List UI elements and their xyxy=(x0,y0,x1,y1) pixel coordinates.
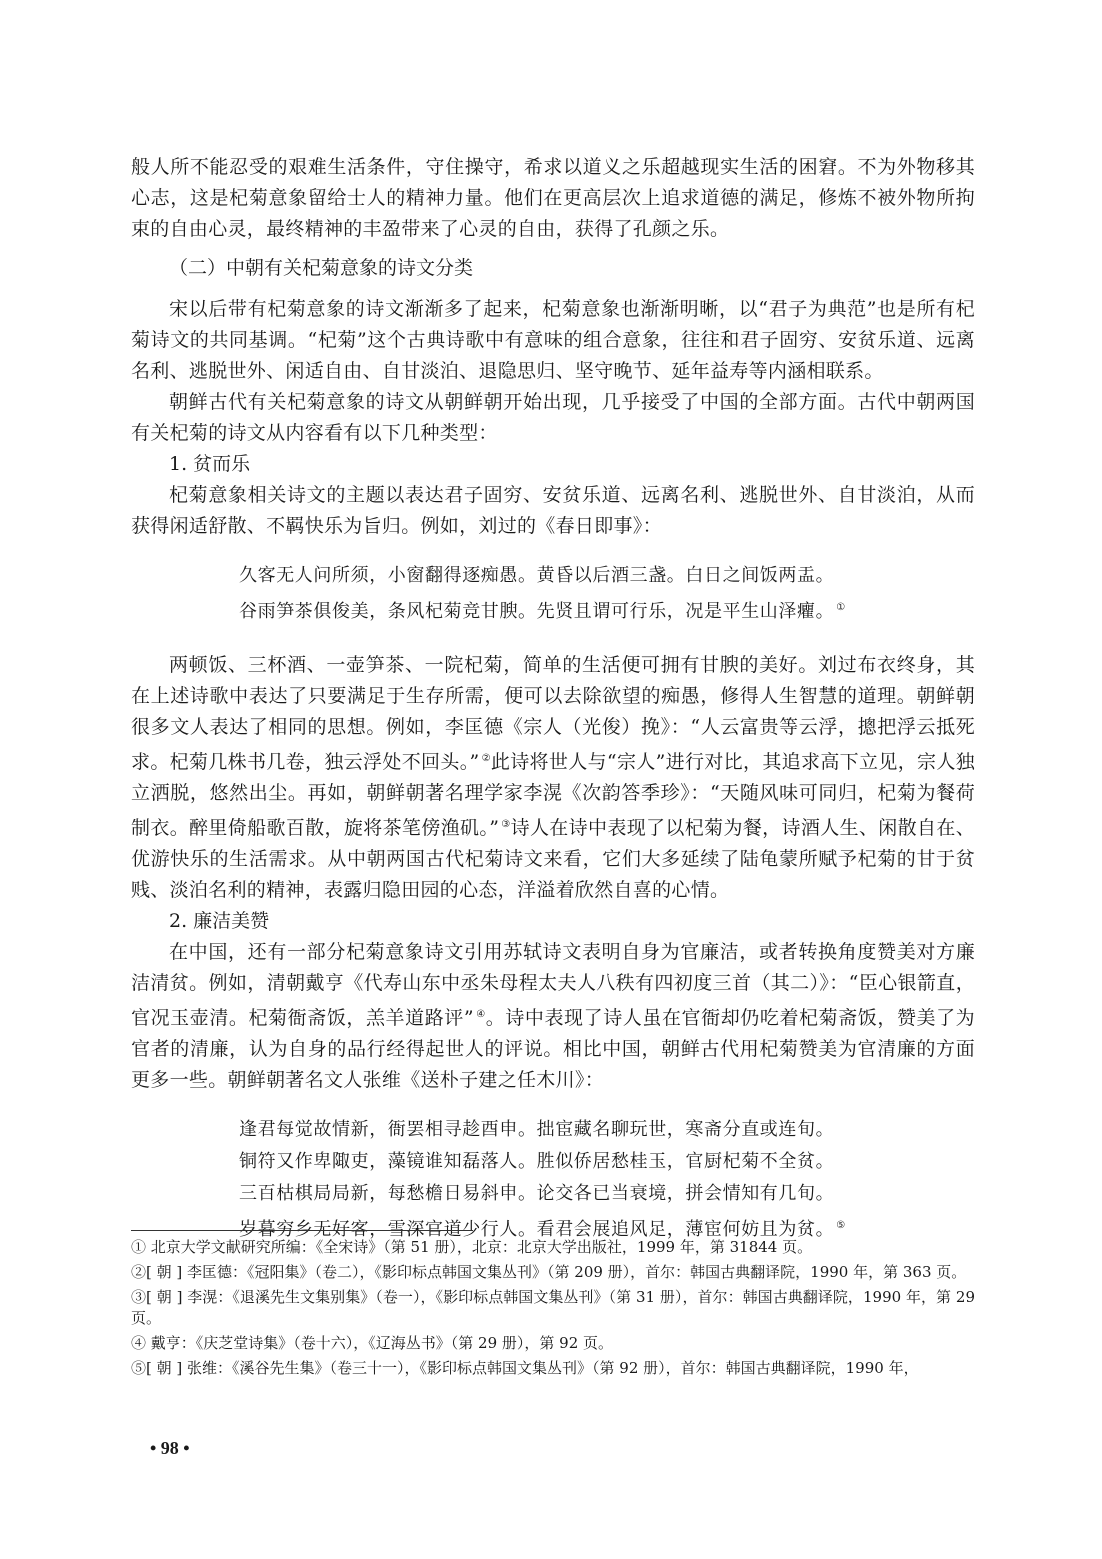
footnote-2: ②[ 朝 ] 李匡德：《冠阳集》（卷二），《影印标点韩国文集丛刊》（第 209 册），首尔：韩国古典翻译院，1990 年，第 363 页。 xyxy=(131,1263,967,1281)
poem-line: 逢君每觉故情新，衙罢相寻趁酉申。拙宦藏名聊玩世，寒斋分直或连旬。 xyxy=(239,1119,835,1140)
paragraph-3: 朝鲜古代有关杞菊意象的诗文从朝鲜朝开始出现，几乎接受了中国的全部方面。古代中朝两国有关杞菊的诗文从内容看有以下几种类型： xyxy=(131,391,975,444)
poem-2 xyxy=(239,1114,975,1246)
footnote-1: ① 北京大学文献研究所编：《全宋诗》（第 51 册），北京：北京大学出版社，1999 年，第 31844 页。 xyxy=(131,1238,813,1256)
paragraph-1: 般人所不能忍受的艰难生活条件，守住操守，希求以道义之乐超越现实生活的困窘。不为外物移其心志，这是杞菊意象留给士人的精神力量。他们在更高层次上追求道德的满足，修炼不被外物所拘束的自由心灵，最终精神的丰盈带来了心灵的自由，获得了孔颜之乐。 xyxy=(131,156,975,240)
footnotes xyxy=(131,1237,975,1383)
poem-1 xyxy=(239,560,975,628)
paragraph-2: 宋以后带有杞菊意象的诗文渐渐多了起来，杞菊意象也渐渐明晰，以“君子为典范”也是所有杞菊诗文的共同基调。“杞菊”这个古典诗歌中有意味的组合意象，往往和君子固穷、安贫乐道、远离名利、逃脱世外、闲适自由、自甘淡泊、退隐思归、坚守晚节、延年益寿等内涵相联系。 xyxy=(131,298,975,382)
footnote-marker: ① xyxy=(836,602,846,613)
page-number: • 98 • xyxy=(150,1438,190,1458)
text-run: 。诗中表现了诗人虽在官衙却仍吃着杞菊斋饭，赞美了为官者的清廉，认为自身的品行经得起世人的评说。相比中国，朝鲜古代用杞菊赞美为官清廉的方面更多一些。朝鲜朝著名文人张维《送朴子建之任木川》： xyxy=(131,1007,975,1091)
footnote-marker: ④ xyxy=(475,1009,486,1020)
footnote-5: ⑤[ 朝 ] 张维：《溪谷先生集》（卷三十一），《影印标点韩国文集丛刊》（第 92 册），首尔：韩国古典翻译院，1990 年， xyxy=(131,1359,919,1377)
subheading-1: 1. 贫而乐 xyxy=(169,453,251,475)
paragraph-5 xyxy=(131,650,975,906)
poem-line: 三百枯棋局局新，每愁檐日易斜申。论交各已当衰境，拼会情知有几旬。 xyxy=(239,1183,835,1204)
footnote-divider xyxy=(131,1230,473,1231)
text-run: 在中国，还有一部分杞菊意象诗文引用苏轼诗文表明自身为官廉洁，或者转换角度赞美对方廉洁清贫。例如，清朝戴亨《代寿山东中丞朱母程太夫人八秩有四初度三首（其二）》：“臣心银箭直，官况玉壶清。杞菊衙斋饭，羔羊道路评” xyxy=(131,941,975,1029)
main-text xyxy=(131,152,975,1268)
text-run: 两顿饭、三杯酒、一壶笋茶、一院杞菊，简单的生活便可拥有甘腴的美好。刘过布衣终身，其在上述诗歌中表达了只要满足于生存所需，便可以去除欲望的痴愚，修得人生智慧的道理。朝鲜朝很多文人表达了相同的思想。例如，李匡德《宗人（光俊）挽》：“人云富贵等云浮，摠把浮云抵死求。杞菊几株书几卷，独云浮处不回头。” xyxy=(131,654,975,773)
poem-line-text: 谷雨笋茶俱俊美，条风杞菊竞甘腴。先贤且谓可行乐，况是平生山泽癯。 xyxy=(239,601,835,622)
poem-line: 久客无人问所须，小窗翻得逐痴愚。黄昏以后酒三盏。白日之间饭两盂。 xyxy=(239,565,835,586)
poem-line-text: 岁暮穷乡无好客，雪深官道少行人。看君会展追风足，薄宦何妨且为贫。 xyxy=(239,1219,835,1240)
footnote-marker: ③ xyxy=(501,819,511,830)
footnote-3: ③[ 朝 ] 李滉：《退溪先生文集别集》（卷一），《影印标点韩国文集丛刊》（第 31 册），首尔：韩国古典翻译院，1990 年，第 29 页。 xyxy=(131,1288,975,1327)
footnote-marker: ⑤ xyxy=(836,1220,846,1231)
text-run: 诗人在诗中表现了以杞菊为餐，诗酒人生、闲散自在、优游快乐的生活需求。从中朝两国古代杞菊诗文来看，它们大多延续了陆龟蒙所赋予杞菊的甘于贫贱、淡泊名利的精神，表露归隐田园的心态，洋溢着欣然自喜的心情。 xyxy=(131,817,976,901)
text-run: 此诗将世人与“宗人”进行对比，其追求高下立见，宗人独立洒脱，悠然出尘。再如，朝鲜朝著名理学家李滉《次韵答季珍》：“天随风味可同归，杞菊为餐荷制衣。醉里倚船歌百散，旋将茶笔傍渔矶。” xyxy=(131,751,975,839)
poem-line xyxy=(239,592,975,628)
subheading-2: 2. 廉洁美赞 xyxy=(169,910,270,932)
footnote-marker: ② xyxy=(481,753,491,764)
poem-line: 铜符又作卑陬吏，藻镜谁知磊落人。胜似侨居愁桂玉，官厨杞菊不全贫。 xyxy=(239,1151,835,1172)
paragraph-4: 杞菊意象相关诗文的主题以表达君子固穷、安贫乐道、远离名利、逃脱世外、自甘淡泊，从而获得闲适舒散、不羁快乐为旨归。例如，刘过的《春日即事》： xyxy=(131,484,975,537)
section-heading: （二）中朝有关杞菊意象的诗文分类 xyxy=(169,257,474,279)
paragraph-6 xyxy=(131,937,975,1096)
footnote-4: ④ 戴亨：《庆芝堂诗集》（卷十六），《辽海丛书》（第 29 册），第 92 页。 xyxy=(131,1334,614,1352)
